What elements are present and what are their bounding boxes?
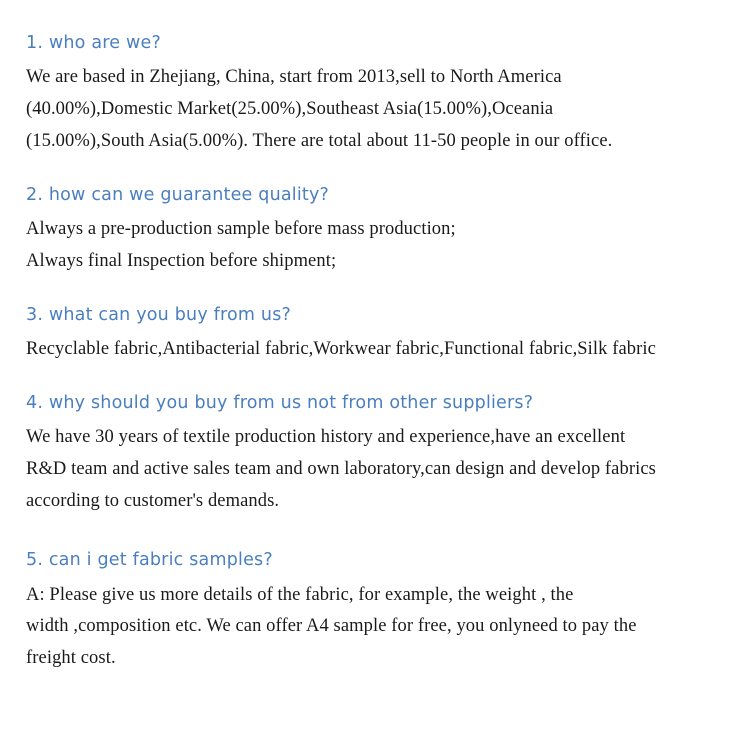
faq-answer-line: (40.00%),Domestic Market(25.00%),Southeast Asia(15.00%),Oceania: [26, 99, 554, 120]
faq-answer-line: width ,composition etc. We can offer A4 sample for free, you onlyneed to pay the: [26, 616, 637, 637]
faq-item-4: [26, 390, 724, 518]
faq-answer-line: A: Please give us more details of the fabric, for example, the weight , the: [26, 584, 574, 605]
faq-answer-line: We are based in Zhejiang, China, start from 2013,sell to North America: [26, 67, 562, 88]
faq-question-1: 1. who are we?: [26, 33, 161, 53]
faq-answer-line: Recyclable fabric,Antibacterial fabric,Workwear fabric,Functional fabric,Silk fabric: [26, 338, 656, 359]
faq-answer-line: according to customer's demands.: [26, 490, 280, 511]
faq-item-1: [26, 30, 724, 158]
faq-answer-5: [26, 580, 724, 675]
faq-answer-line: (15.00%),South Asia(5.00%). There are total about 11-50 people in our office.: [26, 130, 613, 151]
faq-question-2: 2. how can we guarantee quality?: [26, 184, 330, 205]
faq-answer-4: [26, 422, 724, 517]
faq-question-4: 4. why should you buy from us not from other suppliers?: [26, 392, 534, 413]
faq-answer-line: Always final Inspection before shipment;: [26, 250, 337, 271]
faq-answer-3: [26, 334, 724, 366]
faq-answer-line: freight cost.: [26, 648, 116, 669]
faq-question-5: 5. can i get fabric samples?: [26, 550, 273, 571]
faq-answer-2: [26, 214, 724, 278]
faq-question-3: 3. what can you buy from us?: [26, 304, 292, 325]
faq-answer-1: [26, 62, 724, 157]
faq-item-3: [26, 302, 724, 366]
faq-item-5: [26, 547, 724, 675]
faq-answer-line: R&D team and active sales team and own laboratory,can design and develop fabrics: [26, 458, 656, 479]
faq-item-2: [26, 182, 724, 278]
faq-answer-line: Always a pre-production sample before mass production;: [26, 218, 456, 239]
faq-answer-line: We have 30 years of textile production history and experience,have an excellent: [26, 426, 626, 447]
